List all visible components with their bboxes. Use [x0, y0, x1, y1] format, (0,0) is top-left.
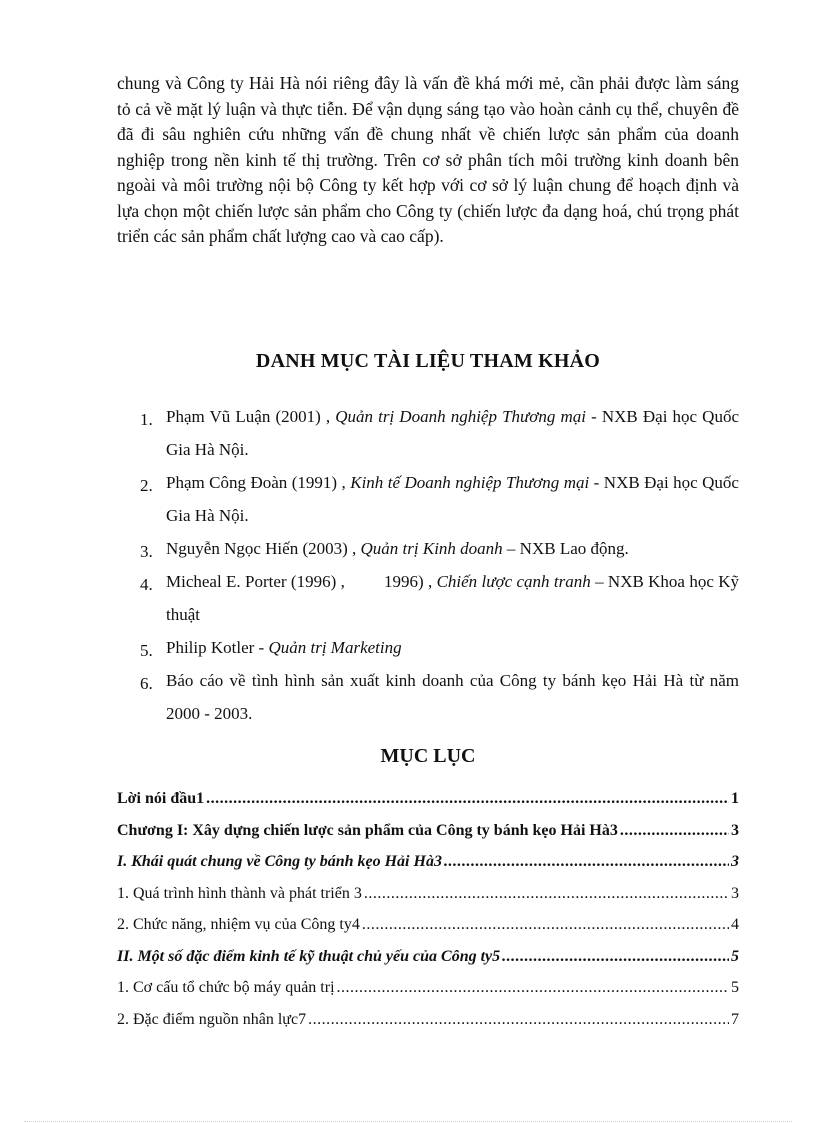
toc-entry-label: 1. Quá trình hình thành và phát triển 3	[117, 884, 362, 902]
reference-author: Báo cáo về tình hình sản xuất kinh doanh của Công ty bánh kẹo Hải Hà từ năm 2000 - 2003.	[166, 671, 739, 723]
reference-title: Kinh tế Doanh nghiệp Thương mại	[350, 473, 590, 492]
toc-entry[interactable]	[117, 790, 739, 822]
reference-item	[140, 664, 739, 730]
toc-entry[interactable]	[117, 1011, 739, 1043]
toc-entry-label: I. Khái quát chung về Công ty bánh kẹo Hải Hà3	[117, 853, 442, 870]
toc-leader-dots	[502, 948, 729, 966]
toc-leader-dots	[362, 916, 729, 934]
toc-entry-page: 7	[731, 1010, 739, 1028]
reference-number: 1.	[140, 410, 153, 429]
toc-heading: MỤC LỤC	[380, 745, 476, 767]
reference-item	[140, 631, 739, 664]
references-heading: DANH MỤC TÀI LIỆU THAM KHẢO	[255, 350, 601, 372]
reference-item	[140, 532, 739, 565]
page-bottom-divider	[24, 1121, 792, 1122]
toc-entry-page: 3	[731, 853, 739, 870]
toc-entry-label: Chương I: Xây dựng chiến lược sản phẩm của Công ty bánh kẹo Hải Hà3	[117, 821, 618, 839]
reference-author: Phạm Công Đoàn (1991) ,	[166, 473, 351, 492]
reference-number: 3.	[140, 542, 153, 561]
reference-number: 2.	[140, 476, 153, 495]
intro-paragraph: chung và Công ty Hải Hà nói riêng đây là vấn đề khá mới mẻ, cần phải được làm sáng tỏ cả về mặt lý luận và thực tiễn. Để vận dụng sáng tạo vào hoàn cảnh cụ thể, chuyên đề đã đi sâu nghiên cứu những vấn đề chung nhất về chiến lược sản phẩm của doanh nghiệp trong nền kinh tế thị trường. Trên cơ sở phân tích môi trường kinh doanh bên ngoài và môi trường nội bộ Công ty kết hợp với cơ sở lý luận chung để hoạch định và lựa chọn một chiến lược sản phẩm cho Công ty (chiến lược đa dạng hoá, chú trọng phát triển các sản phẩm chất lượng cao và cao cấp).	[117, 73, 739, 246]
reference-publisher: – NXB Khoa học Kỹ thuật	[166, 572, 739, 624]
toc-leader-dots	[364, 885, 729, 903]
toc-leader-dots	[337, 979, 729, 997]
toc-leader-dots	[308, 1011, 729, 1029]
toc-entry[interactable]	[117, 885, 739, 917]
toc-entry-page: 3	[731, 821, 739, 839]
toc-entry-label: 1. Cơ cấu tổ chức bộ máy quản trị	[117, 979, 335, 996]
reference-author: Philip Kotler -	[166, 638, 269, 657]
reference-title: Quản trị Marketing	[268, 638, 402, 657]
reference-item	[140, 400, 739, 466]
reference-publisher: – NXB Lao động.	[502, 539, 629, 558]
references-list	[140, 400, 739, 730]
reference-publisher: - NXB Đại học Quốc Gia Hà Nội.	[166, 473, 739, 525]
toc-entry[interactable]	[117, 822, 739, 854]
reference-author: Nguyễn Ngọc Hiến (2003) ,	[166, 539, 361, 558]
reference-author: Micheal E. Porter (1996) , 1996) ,	[166, 572, 437, 591]
toc-entry-label: II. Một số đặc điểm kinh tế kỹ thuật chủ yếu của Công ty5	[117, 947, 501, 965]
toc-leader-dots	[444, 853, 729, 871]
reference-number: 4.	[140, 575, 153, 594]
table-of-contents	[117, 790, 739, 1042]
toc-entry[interactable]	[117, 948, 739, 980]
reference-author: Phạm Vũ Luận (2001) ,	[166, 407, 336, 426]
reference-title: Chiến lược cạnh tranh	[436, 572, 591, 591]
toc-entry-label: 2. Chức năng, nhiệm vụ của Công ty4	[117, 916, 360, 933]
toc-entry-page: 5	[731, 979, 739, 996]
toc-entry-page: 4	[731, 916, 739, 933]
toc-entry-label: Lời nói đầu1	[117, 790, 205, 807]
toc-entry-page: 3	[731, 884, 739, 902]
reference-item	[140, 466, 739, 532]
toc-entry-page: 1	[731, 790, 739, 807]
toc-leader-dots	[620, 822, 729, 840]
reference-title: Quản trị Doanh nghiệp Thương mại	[335, 407, 586, 426]
toc-entry[interactable]	[117, 979, 739, 1011]
reference-number: 6.	[140, 674, 153, 693]
reference-number: 5.	[140, 641, 153, 660]
toc-entry-label: 2. Đặc điểm nguồn nhân lực7	[117, 1010, 307, 1028]
reference-title: Quản trị Kinh doanh	[360, 539, 503, 558]
toc-entry[interactable]	[117, 853, 739, 885]
toc-entry[interactable]	[117, 916, 739, 948]
reference-publisher: - NXB Đại học Quốc Gia Hà Nội.	[166, 407, 739, 459]
reference-item	[140, 565, 739, 631]
toc-leader-dots	[206, 790, 729, 808]
toc-entry-page: 5	[731, 947, 739, 965]
